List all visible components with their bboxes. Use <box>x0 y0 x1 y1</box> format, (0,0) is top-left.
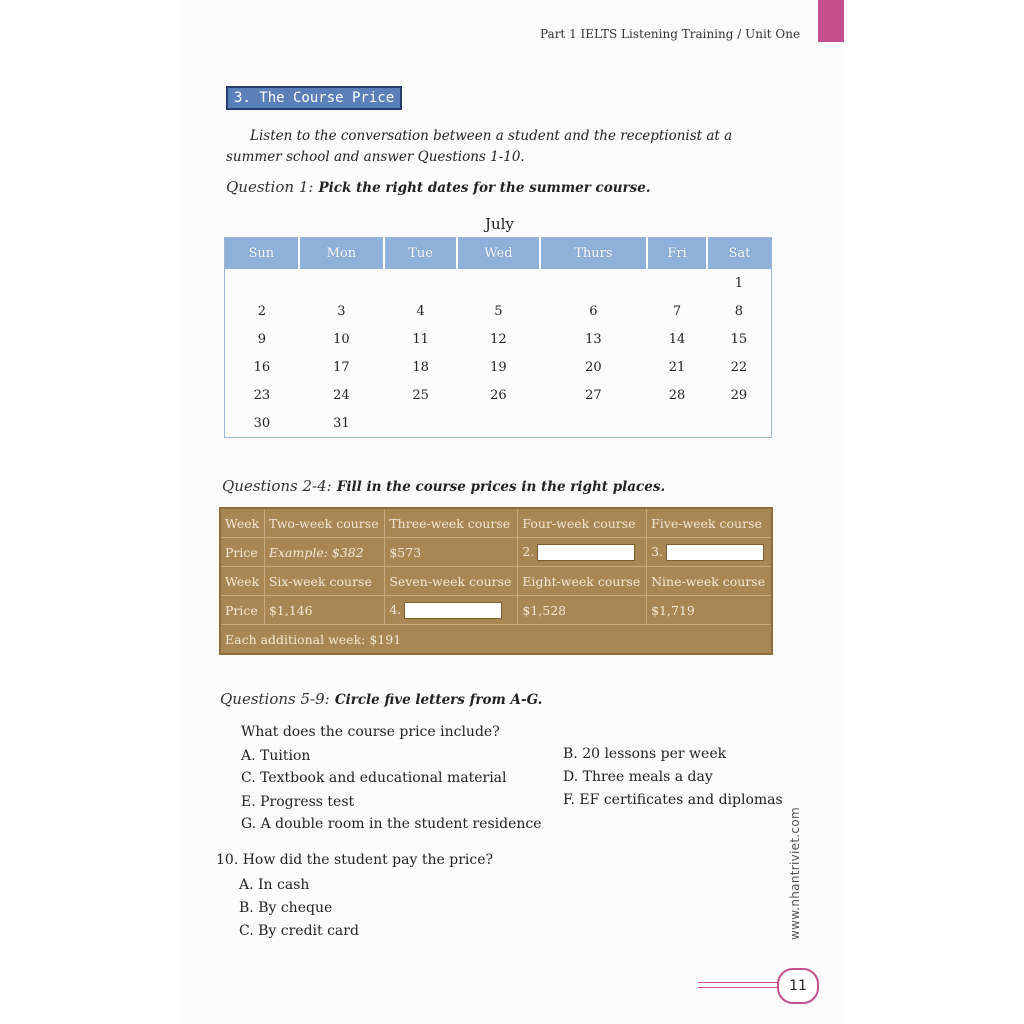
price-cell: Eight-week course <box>518 567 647 596</box>
questions-5-9-prompt: What does the course price include? <box>241 724 500 740</box>
calendar-day: 20 <box>585 359 602 375</box>
running-head: Part 1 IELTS Listening Training / Unit One <box>540 27 801 41</box>
july-calendar <box>224 237 772 438</box>
answer-cell-3 <box>647 538 772 567</box>
calendar-day: 27 <box>585 387 602 403</box>
calendar-day: 12 <box>490 331 507 347</box>
calendar-week-row <box>225 297 772 325</box>
calendar-day: 6 <box>589 303 598 319</box>
option-d[interactable]: D. Three meals a day <box>563 769 713 785</box>
answer-number: 2. <box>522 543 535 559</box>
section-title: 3. The Course Price <box>226 86 402 110</box>
calendar-day: 19 <box>490 359 507 375</box>
option-c[interactable]: C. Textbook and educational material <box>241 770 507 786</box>
calendar-day <box>225 269 299 297</box>
question-1-label: Question 1: <box>226 178 314 196</box>
option-a[interactable]: A. Tuition <box>241 748 311 764</box>
calendar-day: 30 <box>253 415 271 431</box>
q10-option-b[interactable]: B. By cheque <box>239 900 333 916</box>
calendar-day: 31 <box>333 415 350 431</box>
price-cell: Five-week course <box>647 508 772 538</box>
price-cell: $1,146 <box>264 596 385 625</box>
questions-5-9-label: Questions 5-9: <box>220 690 330 708</box>
price-cell: Week <box>220 508 264 538</box>
calendar-day <box>384 269 457 297</box>
questions-2-4-label: Questions 2-4: <box>222 477 332 495</box>
calendar-week-row <box>225 409 772 438</box>
calendar-day: 18 <box>412 359 429 375</box>
day-header: Sat <box>707 238 772 270</box>
calendar-day <box>457 409 539 438</box>
calendar-day: 15 <box>730 331 748 347</box>
day-header: Tue <box>384 238 457 270</box>
calendar-day: 16 <box>253 359 271 375</box>
calendar-day: 9 <box>257 331 266 347</box>
calendar-day: 5 <box>494 303 503 319</box>
answer-blank-3[interactable] <box>666 544 764 561</box>
q10-option-c[interactable]: C. By credit card <box>239 923 359 939</box>
calendar-day: 1 <box>734 275 744 291</box>
price-cell: $573 <box>385 538 518 567</box>
calendar-day <box>540 409 648 438</box>
calendar-day: 17 <box>333 359 350 375</box>
answer-blank-4[interactable] <box>404 602 502 619</box>
calendar-week-row <box>225 381 772 409</box>
calendar-week-row <box>225 269 772 297</box>
calendar-day: 13 <box>585 331 602 347</box>
calendar-day <box>707 409 772 438</box>
example-price: Example: $382 <box>268 544 364 560</box>
calendar-day: 2 <box>257 303 266 319</box>
price-cell: Price <box>220 596 264 625</box>
calendar-day: 21 <box>668 359 686 375</box>
question-10-prompt: 10. How did the student pay the price? <box>216 852 493 868</box>
price-table-footer-row <box>220 625 772 655</box>
calendar-day: 22 <box>730 359 748 375</box>
calendar-day: 11 <box>412 331 429 347</box>
price-cell: Price <box>220 538 264 567</box>
calendar-day: 4 <box>416 303 425 319</box>
questions-2-4-heading <box>222 476 665 495</box>
calendar-day <box>647 409 707 438</box>
day-header: Mon <box>299 238 384 270</box>
calendar-header-row <box>225 238 772 270</box>
question-1-text: Pick the right dates for the summer course. <box>318 180 651 196</box>
price-table-row <box>220 596 772 625</box>
calendar-day <box>457 269 539 297</box>
questions-5-9-heading <box>220 689 542 708</box>
calendar-day: 10 <box>333 331 350 347</box>
course-price-table <box>219 507 773 655</box>
day-header: Thurs <box>540 238 648 270</box>
answer-number: 3. <box>651 543 664 559</box>
answer-blank-2[interactable] <box>537 544 635 561</box>
calendar-day: 3 <box>337 303 346 319</box>
calendar-day: 25 <box>412 387 429 403</box>
chapter-tab-marker <box>818 0 844 42</box>
option-f[interactable]: F. EF certificates and diplomas <box>563 792 783 808</box>
price-cell: Three-week course <box>385 508 518 538</box>
price-table-row <box>220 508 772 538</box>
calendar-day: 23 <box>253 387 271 403</box>
option-b[interactable]: B. 20 lessons per week <box>563 746 727 762</box>
calendar-day: 24 <box>333 387 350 403</box>
answer-number: 4. <box>389 601 402 617</box>
instructions: Listen to the conversation between a student and the receptionist at a summer school and answer Questions 1-10. <box>226 128 733 165</box>
calendar-day <box>540 269 648 297</box>
calendar-day: 26 <box>490 387 507 403</box>
answer-cell-4 <box>385 596 518 625</box>
day-header: Fri <box>647 238 707 270</box>
price-cell: Week <box>220 567 264 596</box>
q10-option-a[interactable]: A. In cash <box>239 877 310 893</box>
questions-2-4-text: Fill in the course prices in the right places. <box>336 479 666 495</box>
price-cell: Seven-week course <box>385 567 518 596</box>
answer-cell-2 <box>518 538 647 567</box>
question-1-heading <box>226 177 651 196</box>
day-header: Wed <box>457 238 539 270</box>
price-cell: Four-week course <box>518 508 647 538</box>
calendar-month: July <box>485 215 514 233</box>
calendar-day: 29 <box>730 387 748 403</box>
price-cell: Nine-week course <box>647 567 772 596</box>
calendar-day <box>384 409 457 438</box>
calendar-day <box>299 269 384 297</box>
calendar-week-row <box>225 353 772 381</box>
price-table-row <box>220 538 772 567</box>
price-cell: $1,719 <box>647 596 772 625</box>
price-cell-example <box>264 538 385 567</box>
calendar-day <box>647 269 707 297</box>
option-e[interactable]: E. Progress test <box>241 794 355 810</box>
price-cell: Six-week course <box>264 567 385 596</box>
calendar-day: 28 <box>668 387 686 403</box>
calendar-day: 8 <box>734 303 744 319</box>
page-number-decoration <box>698 982 780 988</box>
calendar-day: 14 <box>668 331 686 347</box>
page-number: 11 <box>777 968 819 1004</box>
calendar-week-row <box>225 325 772 353</box>
calendar-day: 7 <box>672 303 682 319</box>
additional-week-note: Each additional week: $191 <box>220 625 772 655</box>
website-watermark: www.nhantriviet.com <box>788 807 802 940</box>
day-header: Sun <box>225 238 299 270</box>
questions-5-9-text: Circle five letters from A-G. <box>334 692 543 708</box>
price-cell: $1,528 <box>518 596 647 625</box>
price-cell: Two-week course <box>264 508 385 538</box>
price-table-row <box>220 567 772 596</box>
option-g[interactable]: G. A double room in the student residence <box>241 816 542 832</box>
